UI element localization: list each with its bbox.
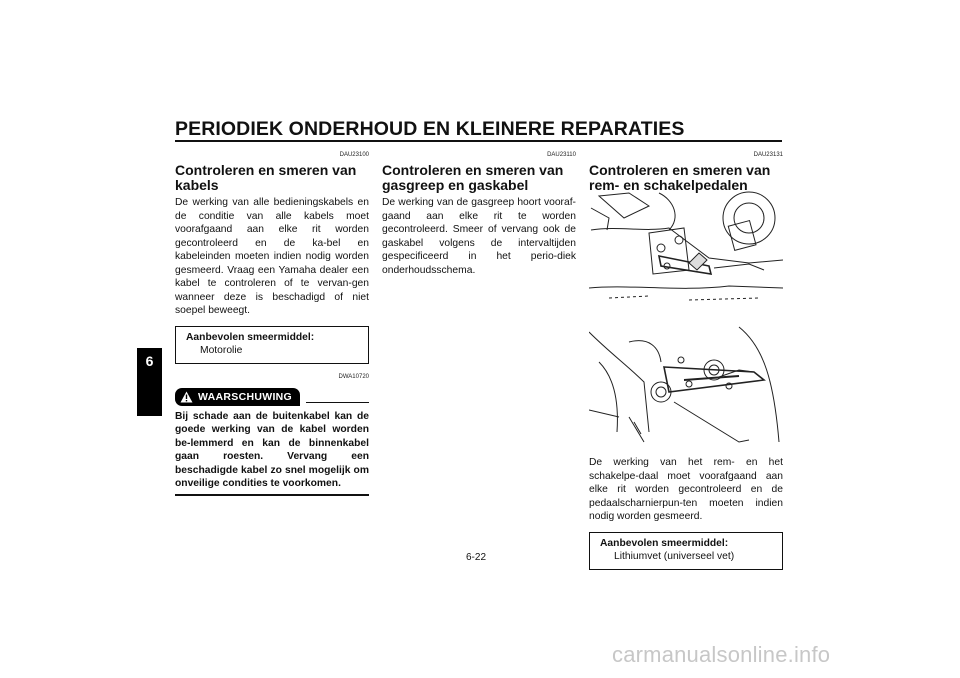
lubricant-value: Lithiumvet (universeel vet) (614, 550, 735, 562)
watermark: carmanualsonline.info (612, 642, 831, 667)
lubricant-box (589, 532, 783, 570)
column-cables (175, 152, 369, 496)
shift-pedal-illustration (589, 322, 783, 450)
brake-pedal-illustration (589, 188, 783, 316)
section-code: DAU23100 (339, 152, 369, 158)
section-code: DAU23131 (753, 152, 783, 158)
section-body: De werking van alle bedieningskabels en de conditie van alle kabels moet voorafgaand aan elke rit worden gecontroleerd en de ka-bel en kabeleinden moeten indien nodig worden gesmeerd. Vraag een Yamaha dealer een kabel te controleren of te vervan-gen wanneer deze is beschadigd of niet soepel beweegt. (175, 197, 369, 316)
lubricant-title: Aanbevolen smeermiddel: (600, 537, 729, 549)
lubricant-value: Motorolie (200, 344, 243, 356)
warning-text: Bij schade aan de buitenkabel kan de goede werking van de kabel worden be-lemmerd en kan de binnenkabel gaan roesten. Vervang een beschadigde kabel zo snel mogelijk om onveilige condities te voorkomen. (175, 410, 369, 489)
section-body: De werking van de gasgreep hoort vooraf-gaand aan elke rit te worden gecontroleerd. Smeer of vervang ook de gaskabel volgens de intervaltijden gespecificeerd in het perio-diek onderhoudsschema. (382, 197, 576, 276)
warning-rule (306, 402, 369, 403)
section-code: DAU23110 (547, 152, 576, 158)
warning-label: WAARSCHUWING (198, 390, 293, 403)
warning-code: DWA10720 (338, 373, 369, 380)
warning-badge (175, 388, 300, 406)
page-header-title: PERIODIEK ONDERHOUD EN KLEINERE REPARATIES (175, 118, 685, 140)
lubricant-box (175, 326, 369, 364)
column-throttle (382, 152, 576, 277)
lubricant-title: Aanbevolen smeermiddel: (186, 331, 315, 343)
header-rule (175, 140, 782, 142)
section-heading: Controleren en smeren van kabels (175, 162, 357, 193)
column-pedals (589, 152, 783, 193)
section-body: De werking van het rem- en het schakelpe-daal moet voorafgaand aan elke rit worden gecontroleerd en de pedaalscharnierpun-ten moeten indien nodig worden gesmeerd. (589, 457, 783, 522)
warning-triangle-icon (180, 391, 193, 403)
warning-bottom-rule (175, 494, 369, 496)
column-pedals-body (589, 453, 783, 570)
page-number: 6-22 (466, 552, 487, 563)
section-heading: Controleren en smeren van gasgreep en gaskabel (382, 162, 564, 193)
section-heading: Controleren en smeren van rem- en schakelpedalen (589, 162, 771, 193)
warning-header (175, 388, 369, 406)
chapter-tab: 6 (137, 348, 162, 416)
